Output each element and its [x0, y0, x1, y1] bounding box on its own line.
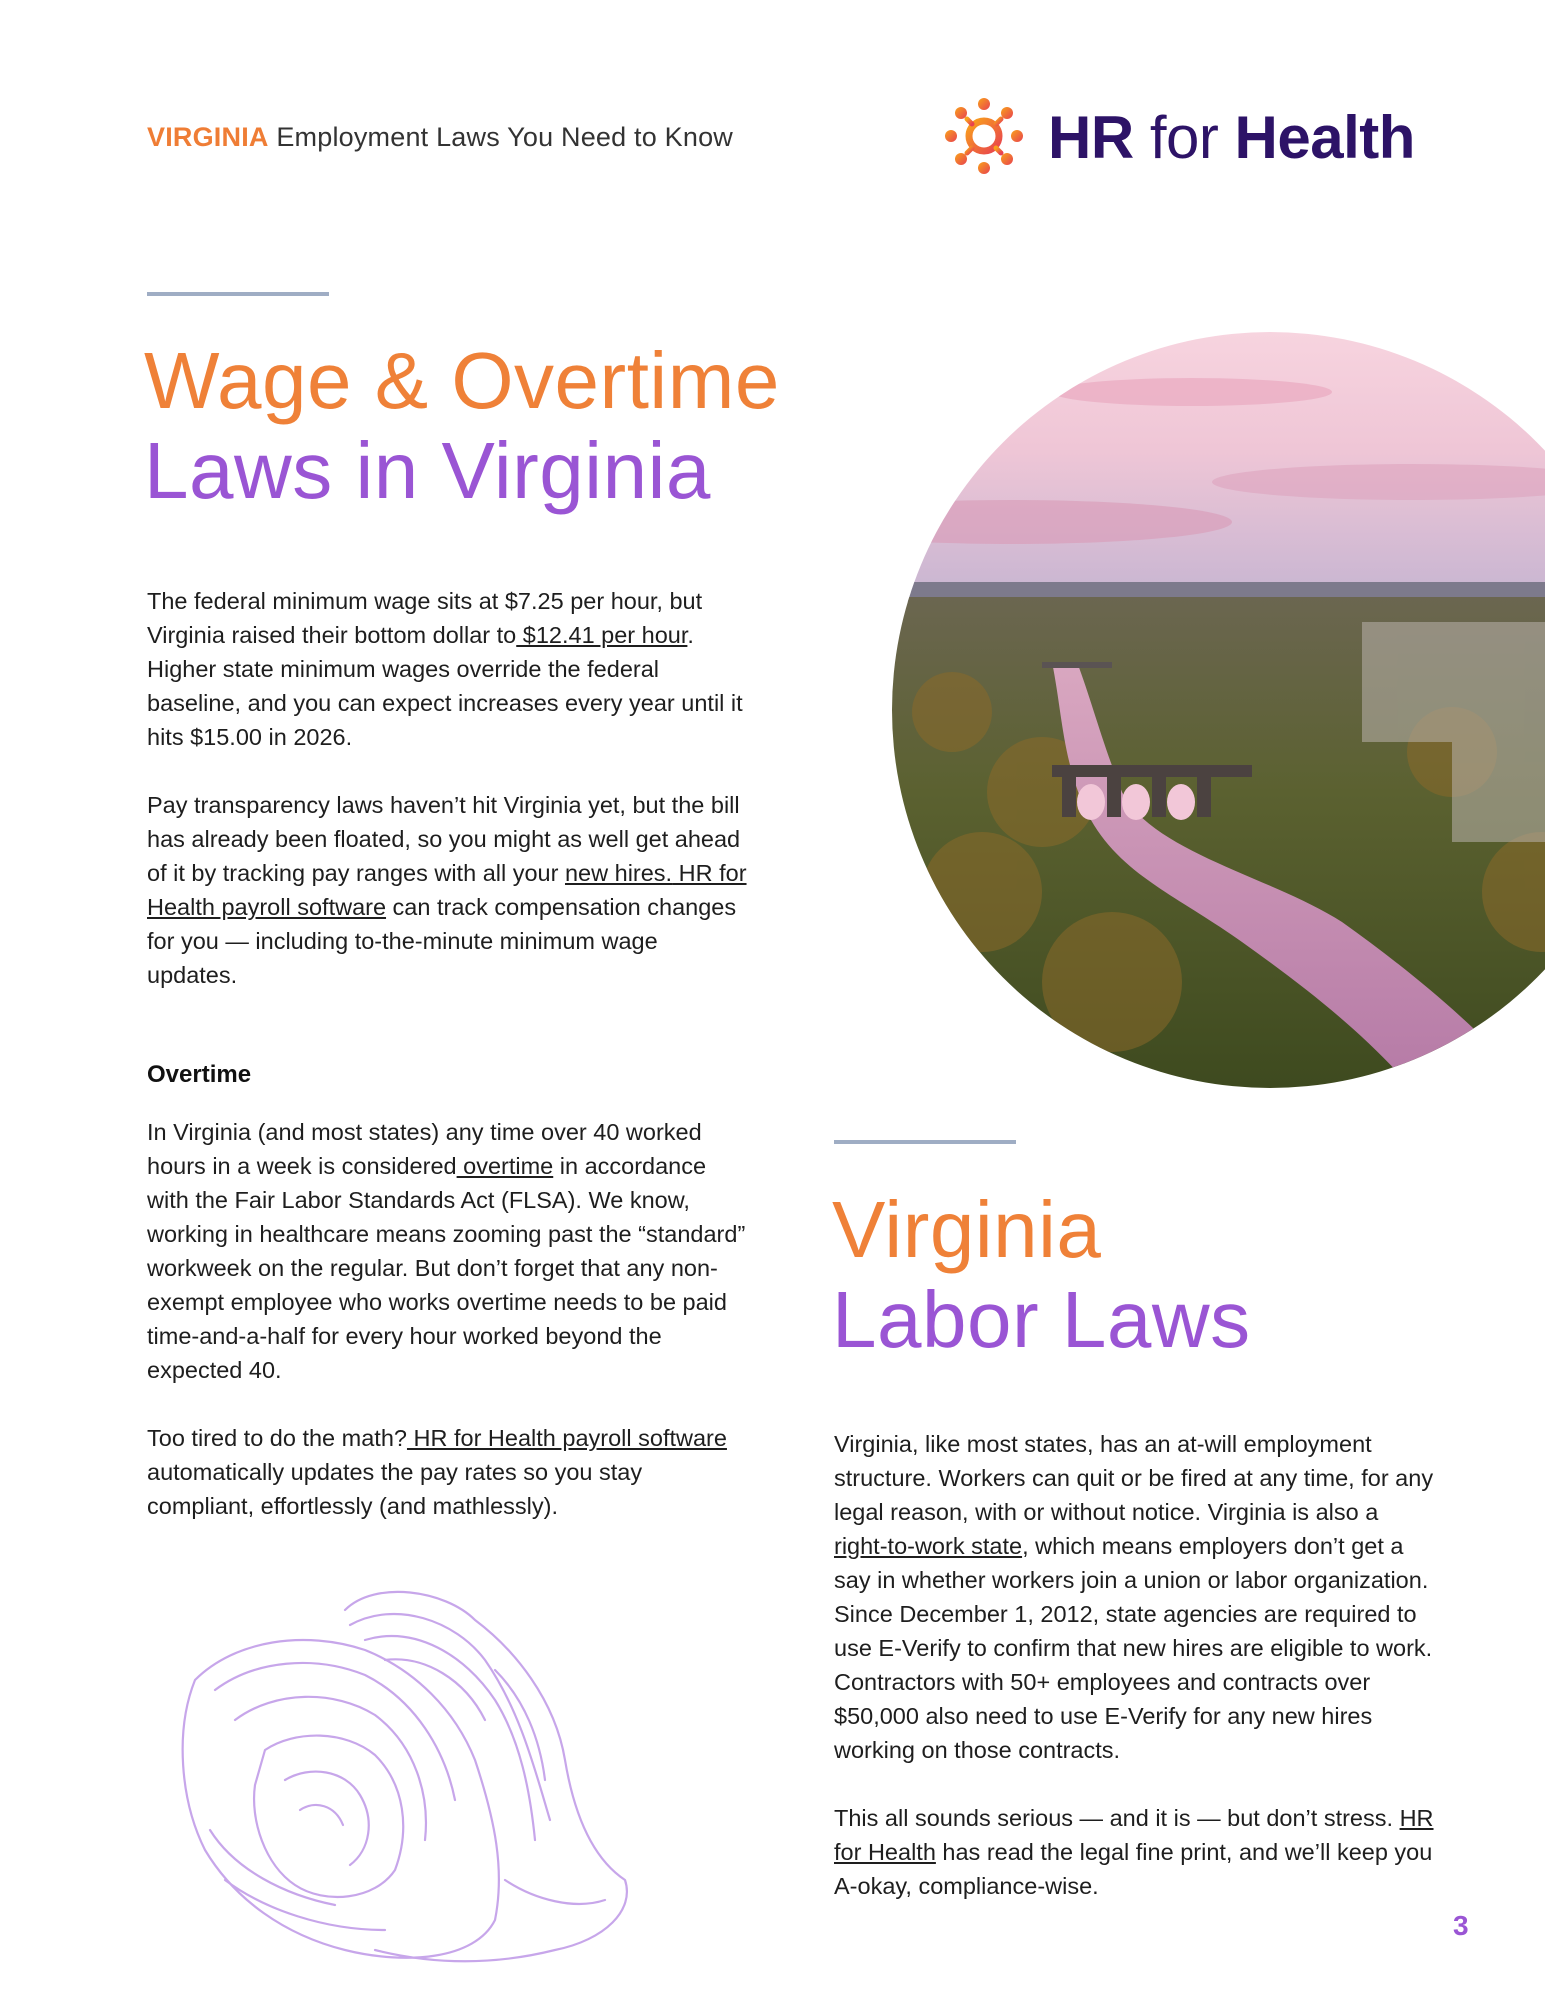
overtime-link[interactable]: overtime: [456, 1153, 554, 1179]
header-state: VIRGINIA: [147, 122, 269, 152]
wage-paragraph-1: The federal minimum wage sits at $7.25 per hour, but Virginia raised their bottom dollar to $12.41 per hour. Higher state minimum wages override the federal baseline, and you can expect increases every year until it hits $15.00 in 2026.: [147, 588, 743, 750]
page-number: 3: [1453, 1910, 1469, 1941]
labor-paragraph-2: This all sounds serious — and it is — but don’t stress. HR for Health has read the legal fine print, and we’ll keep you A-okay, compliance-wise.: [834, 1805, 1434, 1899]
river-aerial-photo: [892, 332, 1545, 1088]
hr-for-health-logo: [938, 95, 1418, 177]
labor-title-line2: Labor Laws: [832, 1275, 1251, 1364]
labor-section-body: [834, 1427, 1434, 1937]
wage-section-body: [147, 584, 747, 1026]
overtime-section-body: [147, 1115, 747, 1557]
overtime-paragraph-2: Too tired to do the math? HR for Health payroll software automatically updates the pay rates so you stay compliant, effortlessly (and mathlessly).: [147, 1425, 727, 1519]
overtime-heading: Overtime: [147, 1061, 252, 1088]
labor-title-line1: Virginia: [832, 1185, 1102, 1274]
header-title-text: Employment Laws You Need to Know: [268, 122, 733, 152]
wage-title-line2: Laws in Virginia: [144, 426, 711, 515]
new-hires-link[interactable]: new hires.: [564, 860, 673, 886]
payroll-software-link[interactable]: HR for Health payroll software: [147, 860, 747, 920]
overtime-paragraph-1: In Virginia (and most states) any time over 40 worked hours in a week is considered overtime in accordance with the Fair Labor Standards Act (FLSA). We know, working in healthcare means zooming past the “standard” workweek on the regular. But don’t forget that any non-exempt employee who works overtime needs to be paid time-and-a-half for every hour worked beyond the expected 40.: [147, 1119, 746, 1383]
logo-wordmark: HR for Health: [1048, 104, 1415, 171]
document-header: [147, 122, 733, 153]
right-to-work-link[interactable]: right-to-work state: [834, 1533, 1023, 1559]
wage-title-line1: Wage & Overtime: [144, 336, 780, 425]
labor-paragraph-1: Virginia, like most states, has an at-will employment structure. Workers can quit or be fired at any time, for any legal reason, with or without notice. Virginia is also a right-to-work state, which means employers don’t get a say in whether workers join a union or labor organization. Since December 1, 2012, state agencies are required to use E-Verify to confirm that new hires are eligible to work. Contractors with 50+ employees and contracts over $50,000 also need to use E-Verify for any new hires working on those contracts.: [834, 1431, 1434, 1763]
labor-section-rule: [834, 1140, 1016, 1144]
wage-section-title: [144, 336, 780, 516]
wage-paragraph-2: Pay transparency laws haven’t hit Virginia yet, but the bill has already been floated, so you might as well get ahead of it by tracking pay ranges with all your new hires. HR for Health payroll software can track compensation changes for you — including to-the-minute minimum wage updates.: [147, 792, 747, 988]
wage-section-rule: [147, 292, 329, 296]
labor-section-title: [832, 1185, 1251, 1365]
sun-people-icon: [938, 95, 1030, 177]
minimum-wage-link[interactable]: $12.41 per hour: [516, 622, 688, 648]
oyster-illustration: [175, 1580, 645, 1970]
hr-for-health-link[interactable]: HR for Health: [834, 1805, 1434, 1865]
payroll-software-link-2[interactable]: HR for Health payroll software: [406, 1425, 727, 1451]
